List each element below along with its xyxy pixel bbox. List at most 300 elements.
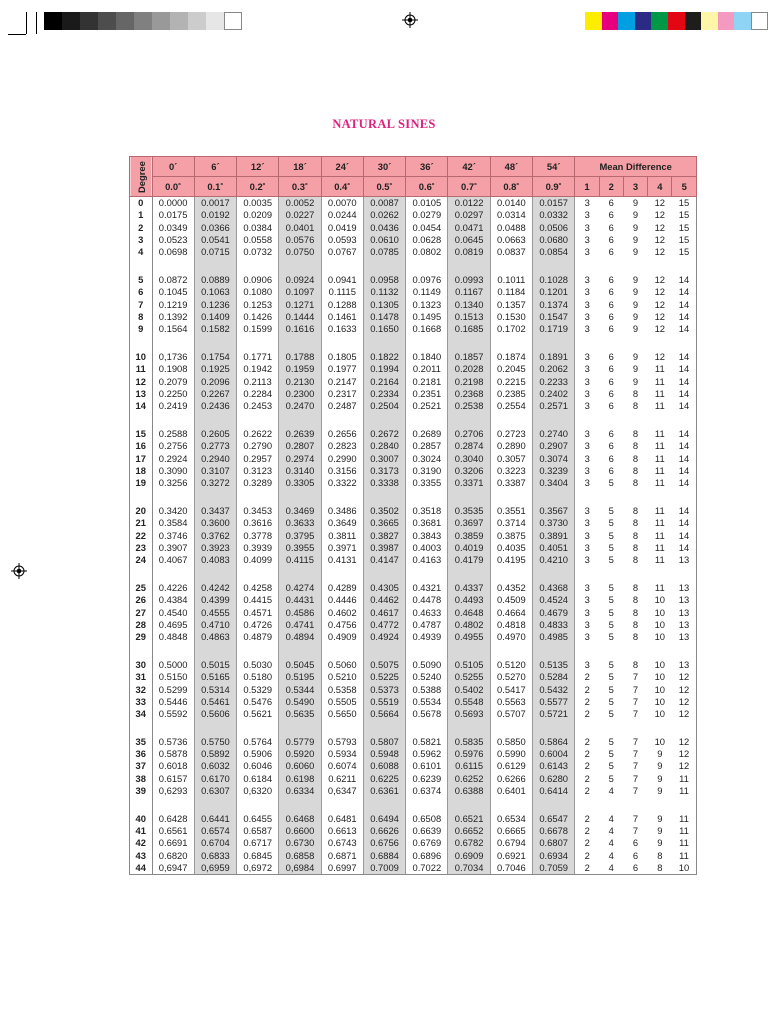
sine-value-cell: 0.4274 (279, 582, 321, 594)
sine-value-cell: 0.4003 (406, 542, 448, 554)
group-spacer (130, 797, 697, 813)
sine-value-cell: 0.4368 (533, 582, 575, 594)
sine-value-cell: 0.4602 (321, 607, 363, 619)
mean-difference-cell: 4 (608, 785, 614, 797)
mean-difference-cell: 11 (672, 837, 697, 849)
sine-value-cell: 0.4399 (194, 594, 236, 606)
table-row (130, 400, 697, 412)
spacer-cell (363, 797, 405, 813)
spacer-cell (599, 720, 623, 736)
sine-value-cell: 0.0017 (194, 197, 236, 210)
sine-value-cell: 0.2351 (406, 388, 448, 400)
mean-difference-cell: 3 (584, 631, 590, 643)
mean-difference-cell: 3 (584, 233, 590, 245)
mean-difference-cell: 6 (608, 350, 614, 362)
sine-value-cell: 0.5635 (279, 708, 321, 720)
sine-value-cell: 0.1685 (448, 323, 490, 335)
sine-value-cell: 0.4894 (279, 631, 321, 643)
mean-difference-cell: 14 (672, 311, 697, 323)
spacer-cell (237, 643, 279, 659)
sine-value-cell: 0.3322 (321, 477, 363, 489)
sine-value-cell: 0.0924 (279, 274, 321, 286)
spacer-cell (575, 335, 599, 351)
mean-difference-cell: 14 (672, 428, 697, 440)
sine-value-cell: 0.6401 (490, 785, 532, 797)
sine-value-cell: 0.3256 (152, 477, 194, 489)
mean-difference-cell: 13 (672, 659, 697, 671)
sine-value-cell: 0.1822 (363, 351, 405, 363)
mean-difference-cell: 5 (608, 517, 614, 529)
mean-difference-cell: 14 (672, 388, 697, 400)
mean-difference-cell: 9 (657, 785, 663, 797)
sine-value-cell: 0.4478 (406, 594, 448, 606)
mean-difference-cell: 11 (654, 375, 665, 387)
sine-value-cell: 0.0819 (448, 246, 490, 258)
sine-value-cell: 0.4571 (237, 607, 279, 619)
sine-value-cell: 0.4258 (237, 582, 279, 594)
spacer-cell (599, 566, 623, 582)
sine-value-cell: 0.4741 (279, 619, 321, 631)
color-swatch (651, 12, 668, 30)
spacer-cell (599, 335, 623, 351)
degree-cell: 11 (130, 363, 153, 375)
table-row (130, 286, 697, 298)
spacer-cell (448, 258, 490, 274)
sine-value-cell: 0.5000 (152, 659, 194, 671)
sine-value-cell: 0.6756 (363, 837, 405, 849)
spacer-cell (194, 258, 236, 274)
page-title: NATURAL SINES (332, 117, 436, 131)
spacer-cell (406, 566, 448, 582)
sine-value-cell: 0.2790 (237, 440, 279, 452)
sine-value-cell: 0.4679 (533, 607, 575, 619)
sine-value-cell: 0.6921 (490, 850, 532, 862)
spacer-cell (130, 335, 153, 351)
mean-difference-cell: 6 (608, 375, 614, 387)
mean-difference-cell: 8 (632, 606, 639, 618)
spacer-cell (321, 412, 363, 428)
sine-value-cell: 0.2622 (237, 428, 279, 440)
sine-value-cell: 0.6561 (152, 825, 194, 837)
sine-value-cell: 0.2250 (152, 388, 194, 400)
color-swatch (701, 12, 718, 30)
sine-value-cell: 0.6441 (194, 813, 236, 825)
sine-value-cell: 0.2807 (279, 440, 321, 452)
sine-value-cell: 0.3649 (321, 517, 363, 529)
sine-value-cell: 0.6626 (363, 825, 405, 837)
natural-sines-table (129, 156, 697, 875)
sine-value-cell: 0.3535 (448, 505, 490, 517)
sine-value-cell: 0.0663 (490, 234, 532, 246)
sine-value-cell: 0.5225 (363, 671, 405, 683)
mean-difference-cell: 12 (654, 350, 666, 362)
color-swatch (668, 12, 685, 30)
sine-value-cell: 0.0941 (321, 274, 363, 286)
mean-difference-cell: 11 (654, 440, 665, 452)
sine-value-cell: 0.3971 (321, 542, 363, 554)
spacer-cell (490, 335, 532, 351)
table-row (130, 631, 697, 643)
mean-difference-cell: 5 (608, 631, 614, 643)
degree-cell: 20 (130, 505, 153, 517)
mean-difference-cell: 6 (632, 837, 639, 849)
group-spacer (130, 335, 697, 351)
sine-value-cell: 0.1253 (237, 299, 279, 311)
mean-difference-cell: 3 (584, 452, 590, 464)
minutes-header: 30´ (363, 157, 405, 177)
mean-difference-cell: 12 (654, 233, 666, 245)
sine-value-cell: 0.4035 (490, 542, 532, 554)
spacer-cell (648, 412, 672, 428)
spacer-cell (152, 412, 194, 428)
sine-value-cell: 0.0262 (363, 209, 405, 221)
table-row (130, 659, 697, 671)
spacer-cell (152, 797, 194, 813)
mean-difference-cell: 7 (632, 785, 639, 797)
sine-value-cell: 0.3778 (237, 530, 279, 542)
sine-value-cell: 0.0209 (237, 209, 279, 221)
degree-cell: 4 (130, 246, 153, 258)
sine-value-cell: 0.3469 (279, 505, 321, 517)
sine-value-cell: 0.2062 (533, 363, 575, 375)
sine-value-cell: 0.7022 (406, 862, 448, 875)
mean-difference-cell: 8 (632, 452, 639, 464)
mean-difference-cell: 6 (608, 286, 614, 298)
sine-value-cell: 0.5015 (194, 659, 236, 671)
sine-value-cell: 0.0732 (237, 246, 279, 258)
sine-value-cell: 0.0593 (321, 234, 363, 246)
sine-value-cell: 0.2538 (448, 400, 490, 412)
sine-value-cell: 0.2588 (152, 428, 194, 440)
sine-value-cell: 0.2334 (363, 388, 405, 400)
spacer-cell (279, 412, 321, 428)
sine-value-cell: 0.1236 (194, 299, 236, 311)
table-row (130, 850, 697, 862)
spacer-cell (490, 643, 532, 659)
mean-difference-cell: 11 (654, 541, 665, 553)
sine-value-cell: 0.5446 (152, 696, 194, 708)
sine-value-cell: 0.4337 (448, 582, 490, 594)
sine-value-cell: 0.3584 (152, 517, 194, 529)
color-swatch (585, 12, 602, 30)
sine-value-cell: 0.4955 (448, 631, 490, 643)
spacer-cell (363, 335, 405, 351)
sine-value-cell: 0.3502 (363, 505, 405, 517)
group-spacer (130, 720, 697, 736)
mean-difference-cell: 8 (632, 594, 639, 606)
sine-value-cell: 0.2368 (448, 388, 490, 400)
sine-value-cell: 0.5878 (152, 748, 194, 760)
sine-value-cell: 0.2045 (490, 363, 532, 375)
mean-difference-cell: 3 (584, 427, 590, 439)
degree-cell: 44 (130, 862, 153, 875)
sine-value-cell: 0.0558 (237, 234, 279, 246)
spacer-cell (152, 566, 194, 582)
mean-difference-cell: 9 (632, 298, 639, 310)
sine-value-cell: 0.2419 (152, 400, 194, 412)
sine-value-cell: 0.5373 (363, 684, 405, 696)
spacer-cell (130, 720, 153, 736)
table-row (130, 607, 697, 619)
sine-value-cell: 0.1132 (363, 286, 405, 298)
table-row (130, 736, 697, 748)
sine-value-cell: 0.4985 (533, 631, 575, 643)
sine-value-cell: 0.5934 (321, 748, 363, 760)
degree-cell: 15 (130, 428, 153, 440)
sine-value-cell: 0.5075 (363, 659, 405, 671)
sine-value-cell: 0.5329 (237, 684, 279, 696)
sine-value-cell: 0.0958 (363, 274, 405, 286)
sine-value-cell: 0.0332 (533, 209, 575, 221)
mean-difference-cell: 5 (608, 708, 614, 720)
mean-difference-cell: 8 (632, 464, 639, 476)
sine-value-cell: 0.1959 (279, 363, 321, 375)
sine-value-cell: 0.7034 (448, 862, 490, 875)
sine-value-cell: 0.2402 (533, 388, 575, 400)
sine-value-cell: 0.5548 (448, 696, 490, 708)
sine-value-cell: 0.0314 (490, 209, 532, 221)
sine-value-cell: 0.1011 (490, 274, 532, 286)
sine-value-cell: 0.5461 (194, 696, 236, 708)
sine-value-cell: 0.2571 (533, 400, 575, 412)
spacer-cell (623, 258, 647, 274)
sine-value-cell: 0.5892 (194, 748, 236, 760)
spacer-cell (533, 489, 575, 505)
table-row (130, 530, 697, 542)
mean-difference-cell: 7 (632, 760, 639, 772)
group-spacer (130, 566, 697, 582)
minutes-header: 36´ (406, 157, 448, 177)
sine-value-cell: 0.3404 (533, 477, 575, 489)
sine-value-cell: 0.4226 (152, 582, 194, 594)
mean-difference-cell: 7 (632, 812, 639, 824)
decimal-degree-header: 0.5˚ (363, 177, 405, 197)
spacer-cell (648, 797, 672, 813)
sine-value-cell: 0.0227 (279, 209, 321, 221)
spacer-cell (490, 412, 532, 428)
mean-difference-cell: 8 (632, 400, 639, 412)
degree-cell: 1 (130, 209, 153, 221)
sine-value-cell: 0.0122 (448, 197, 490, 210)
sine-value-cell: 0.4555 (194, 607, 236, 619)
degree-cell: 25 (130, 582, 153, 594)
mean-difference-cell: 14 (672, 323, 697, 335)
degree-cell: 16 (130, 440, 153, 452)
sine-value-cell: 0.3338 (363, 477, 405, 489)
mean-difference-cell: 15 (672, 246, 697, 258)
mean-difference-cell: 14 (672, 530, 697, 542)
sine-value-cell: 0.2215 (490, 376, 532, 388)
sine-value-cell: 0.1702 (490, 323, 532, 335)
mean-difference-cell: 9 (632, 350, 639, 362)
spacer-cell (321, 797, 363, 813)
sine-value-cell: 0.3567 (533, 505, 575, 517)
sine-value-cell: 0.5519 (363, 696, 405, 708)
table-row (130, 222, 697, 234)
mean-difference-cell: 10 (654, 671, 666, 683)
mean-difference-cell: 8 (632, 618, 639, 630)
table-row (130, 246, 697, 258)
mean-difference-cell: 12 (654, 310, 666, 322)
spacer-cell (575, 489, 599, 505)
table-row (130, 671, 697, 683)
sine-value-cell: 0.3795 (279, 530, 321, 542)
sine-value-cell: 0.6600 (279, 825, 321, 837)
spacer-cell (194, 797, 236, 813)
sine-value-cell: 0.0000 (152, 197, 194, 210)
spacer-cell (672, 412, 697, 428)
mean-difference-cell: 2 (575, 862, 599, 875)
spacer-cell (575, 797, 599, 813)
sine-value-cell: 0.6143 (533, 760, 575, 772)
mean-difference-cell: 3 (584, 273, 590, 285)
mean-difference-cell: 3 (584, 606, 590, 618)
sine-value-cell: 0.5577 (533, 696, 575, 708)
sine-value-cell: 0.4970 (490, 631, 532, 643)
degree-cell: 33 (130, 696, 153, 708)
sine-value-cell: 0.1080 (237, 286, 279, 298)
degree-cell: 19 (130, 477, 153, 489)
mean-difference-cell: 12 (672, 708, 697, 720)
sine-value-cell: 0.3107 (194, 465, 236, 477)
sine-value-cell: 0.0889 (194, 274, 236, 286)
spacer-cell (490, 258, 532, 274)
sine-value-cell: 0.5563 (490, 696, 532, 708)
mean-difference-cell: 8 (632, 631, 639, 643)
table-row (130, 363, 697, 375)
mean-difference-cell: 9 (632, 221, 639, 233)
degree-cell: 21 (130, 517, 153, 529)
mean-difference-cell: 8 (648, 862, 672, 875)
mean-difference-cell: 5 (608, 541, 614, 553)
sine-value-cell: 0.1409 (194, 311, 236, 323)
spacer-cell (533, 258, 575, 274)
mean-difference-cell: 13 (672, 631, 697, 643)
mean-difference-cell: 3 (584, 350, 590, 362)
sine-value-cell: 0.5693 (448, 708, 490, 720)
mean-difference-cell: 13 (672, 594, 697, 606)
mean-difference-cell: 2 (584, 772, 590, 784)
mean-difference-cell: 7 (632, 683, 639, 695)
mean-difference-cell: 14 (672, 400, 697, 412)
sine-value-cell: 0.5779 (279, 736, 321, 748)
sine-value-cell: 0.0523 (152, 234, 194, 246)
sine-value-cell: 0.1461 (321, 311, 363, 323)
sine-value-cell: 0.5270 (490, 671, 532, 683)
spacer-cell (237, 797, 279, 813)
mean-difference-cell: 10 (654, 606, 666, 618)
minutes-header: 6´ (194, 157, 236, 177)
mean-difference-cell: 4 (608, 812, 614, 824)
sine-value-cell: 0.3681 (406, 517, 448, 529)
sine-value-cell: 0.6060 (279, 760, 321, 772)
sine-value-cell: 0,1736 (152, 351, 194, 363)
decimal-degree-header: 0.6˚ (406, 177, 448, 197)
mean-difference-cell: 3 (584, 209, 590, 221)
table-row (130, 428, 697, 440)
table-row (130, 376, 697, 388)
sine-value-cell: 0.1323 (406, 299, 448, 311)
mean-difference-cell: 12 (672, 736, 697, 748)
sine-value-cell: 0,6959 (194, 862, 236, 875)
sine-value-cell: 0.3305 (279, 477, 321, 489)
sine-value-cell: 0.6997 (321, 862, 363, 875)
table-row (130, 465, 697, 477)
sine-value-cell: 0.2857 (406, 440, 448, 452)
sine-value-cell: 0.7009 (363, 862, 405, 875)
registration-mark-icon (402, 12, 418, 28)
sine-value-cell: 0.6639 (406, 825, 448, 837)
spacer-cell (575, 412, 599, 428)
mean-difference-cell: 6 (608, 464, 614, 476)
degree-cell: 3 (130, 234, 153, 246)
sine-value-cell: 0.0297 (448, 209, 490, 221)
minutes-header: 0´ (152, 157, 194, 177)
sine-value-cell: 0.0070 (321, 197, 363, 210)
spacer-cell (533, 412, 575, 428)
degree-cell: 23 (130, 542, 153, 554)
sine-value-cell: 0.5962 (406, 748, 448, 760)
sine-value-cell: 0.1805 (321, 351, 363, 363)
gray-swatch (116, 12, 134, 30)
degree-cell: 7 (130, 299, 153, 311)
sine-value-cell: 0.6129 (490, 760, 532, 772)
sine-value-cell: 0.5736 (152, 736, 194, 748)
sine-value-cell: 0.2164 (363, 376, 405, 388)
mean-difference-cell: 3 (584, 594, 590, 606)
spacer-cell (321, 258, 363, 274)
mean-difference-cell: 9 (632, 310, 639, 322)
mean-difference-cell: 5 (608, 618, 614, 630)
sine-value-cell: 0.6388 (448, 785, 490, 797)
spacer-cell (575, 258, 599, 274)
mean-difference-cell: 15 (672, 222, 697, 234)
sine-value-cell: 0.1028 (533, 274, 575, 286)
crop-mark-horizontal (8, 34, 26, 35)
sine-value-cell: 0.6521 (448, 813, 490, 825)
spacer-cell (672, 258, 697, 274)
sine-value-cell: 0.1478 (363, 311, 405, 323)
degree-cell: 13 (130, 388, 153, 400)
degree-cell: 28 (130, 619, 153, 631)
mean-difference-cell: 3 (584, 221, 590, 233)
spacer-cell (533, 643, 575, 659)
mean-difference-cell: 3 (584, 581, 590, 593)
mean-difference-cell: 14 (672, 363, 697, 375)
mean-difference-cell: 10 (654, 631, 666, 643)
mean-difference-cell: 14 (672, 453, 697, 465)
mean-difference-cell: 11 (654, 400, 665, 412)
sine-value-cell: 0.6845 (237, 850, 279, 862)
table-row (130, 708, 697, 720)
sine-value-cell: 0.1167 (448, 286, 490, 298)
sine-value-cell: 0.5764 (237, 736, 279, 748)
spacer-cell (406, 643, 448, 659)
spacer-cell (363, 489, 405, 505)
mean-difference-cell: 6 (608, 310, 614, 322)
sine-value-cell: 0.1616 (279, 323, 321, 335)
mean-difference-cell: 5 (608, 529, 614, 541)
sine-value-cell: 0.2823 (321, 440, 363, 452)
sine-value-cell: 0.3420 (152, 505, 194, 517)
sine-value-cell: 0.5920 (279, 748, 321, 760)
mean-difference-cell: 14 (672, 505, 697, 517)
table-row (130, 773, 697, 785)
sine-value-cell: 0.2504 (363, 400, 405, 412)
sine-value-cell: 0.2656 (321, 428, 363, 440)
sine-value-cell: 0.6170 (194, 773, 236, 785)
spacer-cell (237, 566, 279, 582)
